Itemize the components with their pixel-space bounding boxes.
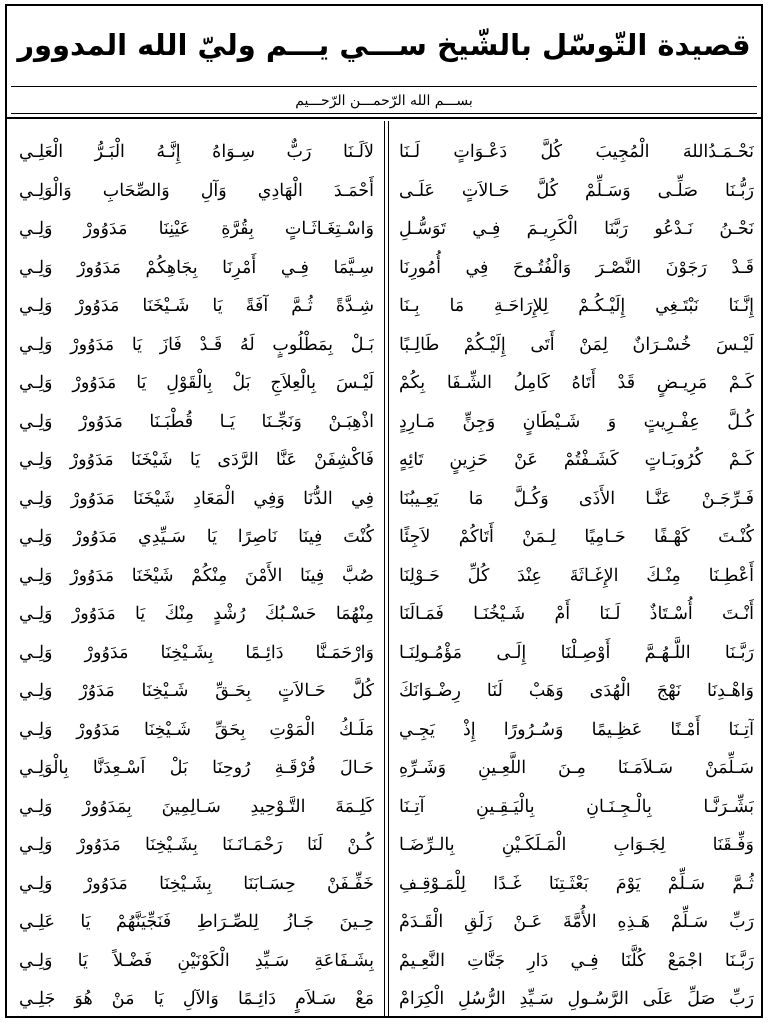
verse-left-16: مَلَـكُ الْمَوْتِ بِحَقِّ شَـيْخِنَا مَدَوُورْ وَلِـي bbox=[19, 719, 374, 740]
header-rule bbox=[11, 86, 757, 87]
verse-left-17: حَـالَ فُرْقَـةِ رُوحِنَا بَلْ اَسْـعِدَنَّا بِالْوَلِـي bbox=[19, 758, 374, 778]
verse-right-23: رَبِّ صَلِّ عَلَى الرَّسُـولِ سَـيِّدِ الرُّسُلِ الْكِرَامْ bbox=[399, 989, 754, 1009]
verse-left-6: بَـلْ بِمَطْلُوبٍ لَهُ قَـدْ فَازَ يَا مَدَوُورْ وَلِـي bbox=[19, 334, 374, 355]
poem-header bbox=[7, 6, 761, 119]
verse-left-10: فِي الدُّنَا وَفِي الْمَعَادِ شَيْخَنَا مَدَوُورْ وَلِـي bbox=[19, 488, 374, 509]
verse-right-7: كَـمْ مَرِيـضٍ قَدْ أَتَاهُ كَامِلُ الشِّـفَا بِكُمْ bbox=[399, 373, 754, 393]
verse-right-20: ثُـمَّ سَـلِّمْ يَوْمَ بَعْثَـتِنَا غَـدًا لِلْمَـوْقِـفِ bbox=[399, 873, 754, 894]
right-column bbox=[399, 133, 754, 1019]
poem-body bbox=[7, 121, 761, 1016]
poem-title: قصيدة التّوسّل بالشّيخ ســـي يـــم وليّ الله المدوور bbox=[17, 28, 751, 62]
verse-left-9: فَاكْشِفَنْ عَنَّا الرَّدَى يَا شَيْخَنَا مَدَوُورْ وَلِـي bbox=[19, 450, 374, 470]
verse-right-12: أَعْطِـنَا مِنْـكَ الإِغَـاثَةَ عِنْدَ كُلِّ حَـوْلِنَا bbox=[399, 565, 754, 586]
verse-right-21: رَبِّ سَـلِّمْ هَـذِهِ الأُمَّةَ عَـنْ زَلَقِ الْقَـدَمْ bbox=[399, 912, 754, 932]
page-frame bbox=[5, 4, 763, 1018]
left-column bbox=[19, 133, 374, 1019]
verse-right-5: إِنَّـنَا نَبْتَـغِي إِلَيْـكُـمْ لِلإِرَاحَـةِ مَا بِـنَا bbox=[399, 296, 754, 316]
verse-right-4: قَـدْ رَجَوْنَ النَّصْـرَ وَالْفُتُـوحَ فِي أُمُورِنَا bbox=[399, 257, 754, 278]
verse-right-16: آتِـنَا أَمْـنًا عَظِـيمًا وَسُـرُورًا إِذْ يَجِـي bbox=[399, 719, 754, 740]
verse-right-10: فَـرِّجَـنْ عَنَّـا الأَذَى وَكُـلَّ مَا يَعِـيبُنَا bbox=[399, 488, 754, 509]
verse-right-8: كُـلَّ عِفْـرِيتٍ وَ شَـيْطَانٍ وَجِنٍّ مَـارِدٍ bbox=[399, 411, 754, 432]
verse-left-23: مَعْ سَـلاَمٍ دَائِـمًا وَالآلِ يَا مَنْ هُوَ جَلِـي bbox=[19, 989, 374, 1009]
verse-left-7: لَيْـسَ بِالْعِلاَجِ بَلْ بِالْقَوْلِ يَا مَدَوُورْ وَلِـي bbox=[19, 373, 374, 393]
verse-left-1: لاَلَـنَا رَبٌّ سِـوَاهُ إِنَّـهُ الْبَـرُّ الْعَلِـي bbox=[19, 142, 374, 162]
verse-left-13: مِنْهُمَا حَسْـبُكَ رُشْدٍ مِنْكَ يَا مَدَوُورْ وَلِـي bbox=[19, 604, 374, 624]
verse-left-12: صُبَّ فِينَا الأَمْنَ مِنْكُمْ شَيْخَنَا مَدَوُورْ وَلِـي bbox=[19, 565, 374, 586]
verse-right-15: وَاهْـدِنَا نَهْجَ الْهُدَى وَهَبْ لَنَا رِضْـوَانَكَ bbox=[399, 681, 754, 701]
header-bottom-rule bbox=[11, 113, 757, 114]
verse-left-20: خَفِّـفَنْ حِسَـابَنَا بِشَـيْخِنَا مَدَوُورْ وَلِـي bbox=[19, 873, 374, 894]
verse-left-14: وَارْحَمَـنَّا دَائِـمًا بِشَـيْخِنَا مَدَوُورْ وَلِـي bbox=[19, 642, 374, 663]
verse-right-13: أَنْـتَ أُسْـتَاذٌ لَـنَا أَمْ شَـيْخُنَـا فَمَـالَنَا bbox=[399, 604, 754, 624]
verse-left-5: شِـدَّةً ثُـمَّ آفَةً يَا شَـيْخَنَا مَدَوُورْ وَلِـي bbox=[19, 296, 374, 316]
column-divider-inner bbox=[388, 121, 389, 1016]
verse-right-19: وَفِّـقَنَا لِجَـوَابِ الْمَـلَكَـيْنِ بِالـرِّضَـا bbox=[399, 835, 754, 855]
verse-right-18: بَشِّـرَنَّـا بِالْـجِـنَـانِ بِالْيَـقِـينِ آتِـنَا bbox=[399, 796, 754, 817]
verse-right-22: رَبَّـنَا اجْمَعْ كُلَّنَا فِـي دَارِ جَنَّاتِ النَّعِـيمْ bbox=[399, 950, 754, 971]
basmala: بســـم الله الرّحمـــن الرّحـــيم bbox=[295, 93, 473, 109]
verse-left-19: كُـنْ لَنَا رَحْمَـانَـنَا بِشَـيْخِنَا مَدَوُورْ وَلِـي bbox=[19, 835, 374, 855]
verse-left-8: اذْهِبَـنْ وَنَجِّـنَا يَـا قُطْبَـنَا مَدَوُورْ وَلِـي bbox=[19, 411, 374, 432]
verse-right-9: كَـمْ كُرُوبَـاتٍ كَشَـفْتُمْ عَنْ حَزِينٍ تَائِهٍ bbox=[399, 450, 754, 470]
verse-right-6: لَيْـسَ خُسْـرَانٌ لِمَنْ أَتَى إِلَيْـكُمْ طَالِـبًا bbox=[399, 334, 754, 355]
verse-right-1: نَحْـمَـدُاللهَ الْمُجِيبَ كُلَّ دَعْـوَاتٍ لَـنَا bbox=[399, 142, 754, 162]
verse-left-11: كُنْتَ فِينَا نَاصِرًا يَا سَـيِّدِي مَدَوُورْ وَلِـي bbox=[19, 527, 374, 547]
verse-left-4: سِـيَّمَا فِـي أَمْرِنَا بِجَاهِكُمْ مَدَوُورْ وَلِـي bbox=[19, 257, 374, 278]
verse-left-21: حِـينَ جَـازُ لِلصِّـرَاطِ فَنَجِّيَنَّهُمْ يَا عَلِـي bbox=[19, 912, 374, 932]
verse-right-14: رَبَّـنَا اللَّـهُـمَّ أَوْصِـلْنَا إِلَـى مَؤْمُـولِنَـا bbox=[399, 642, 754, 663]
column-divider bbox=[384, 121, 385, 1016]
verse-right-11: كُنْـتَ كَهْـفًا حَـامِيًا لِـمَنْ أَتَاكُمْ لاَجِئًا bbox=[399, 527, 754, 547]
verse-right-2: رَبُّـنَا صَلِّـى وَسَـلِّمْ كُلَّ حَـالاَتٍ عَلَـى bbox=[399, 180, 754, 201]
verse-left-18: كَلِـمَةَ التَّـوْحِيدِ سَـالِمِينَ بِمَدَوُورْ وَلِـي bbox=[19, 796, 374, 817]
verse-right-17: سَـلِّمَنْ سَـلاَمَـنَا مِـنَ اللَّعِـينِ وَشَـرِّهِ bbox=[399, 758, 754, 778]
verse-right-3: نَحْـنُ نَـدْعُو رَبَّنَا الْكَرِيـمَ فِـي تَوَسُّـلِ bbox=[399, 219, 754, 239]
verse-left-3: وَاسْـتِغَـاثَـاتٍ بِقُرَّةِ عَيْنِنَا مَدَوُورْ وَلِـي bbox=[19, 219, 374, 239]
verse-left-22: بِشَـفَاعَةِ سَـيِّدِ الْكَوْنَيْنِ فَضْـلاً يَا وَلِـي bbox=[19, 950, 374, 971]
verse-left-2: أَحْمَـدَ الْهَادِي وَآلِ وَالصِّحَابِ وَالْوَلِـي bbox=[19, 180, 374, 201]
verse-left-15: كُلَّ حَـالاَتٍ بِحَـقِّ شَـيْخِنَا مَدَوُرْ وَلِـي bbox=[19, 681, 374, 701]
